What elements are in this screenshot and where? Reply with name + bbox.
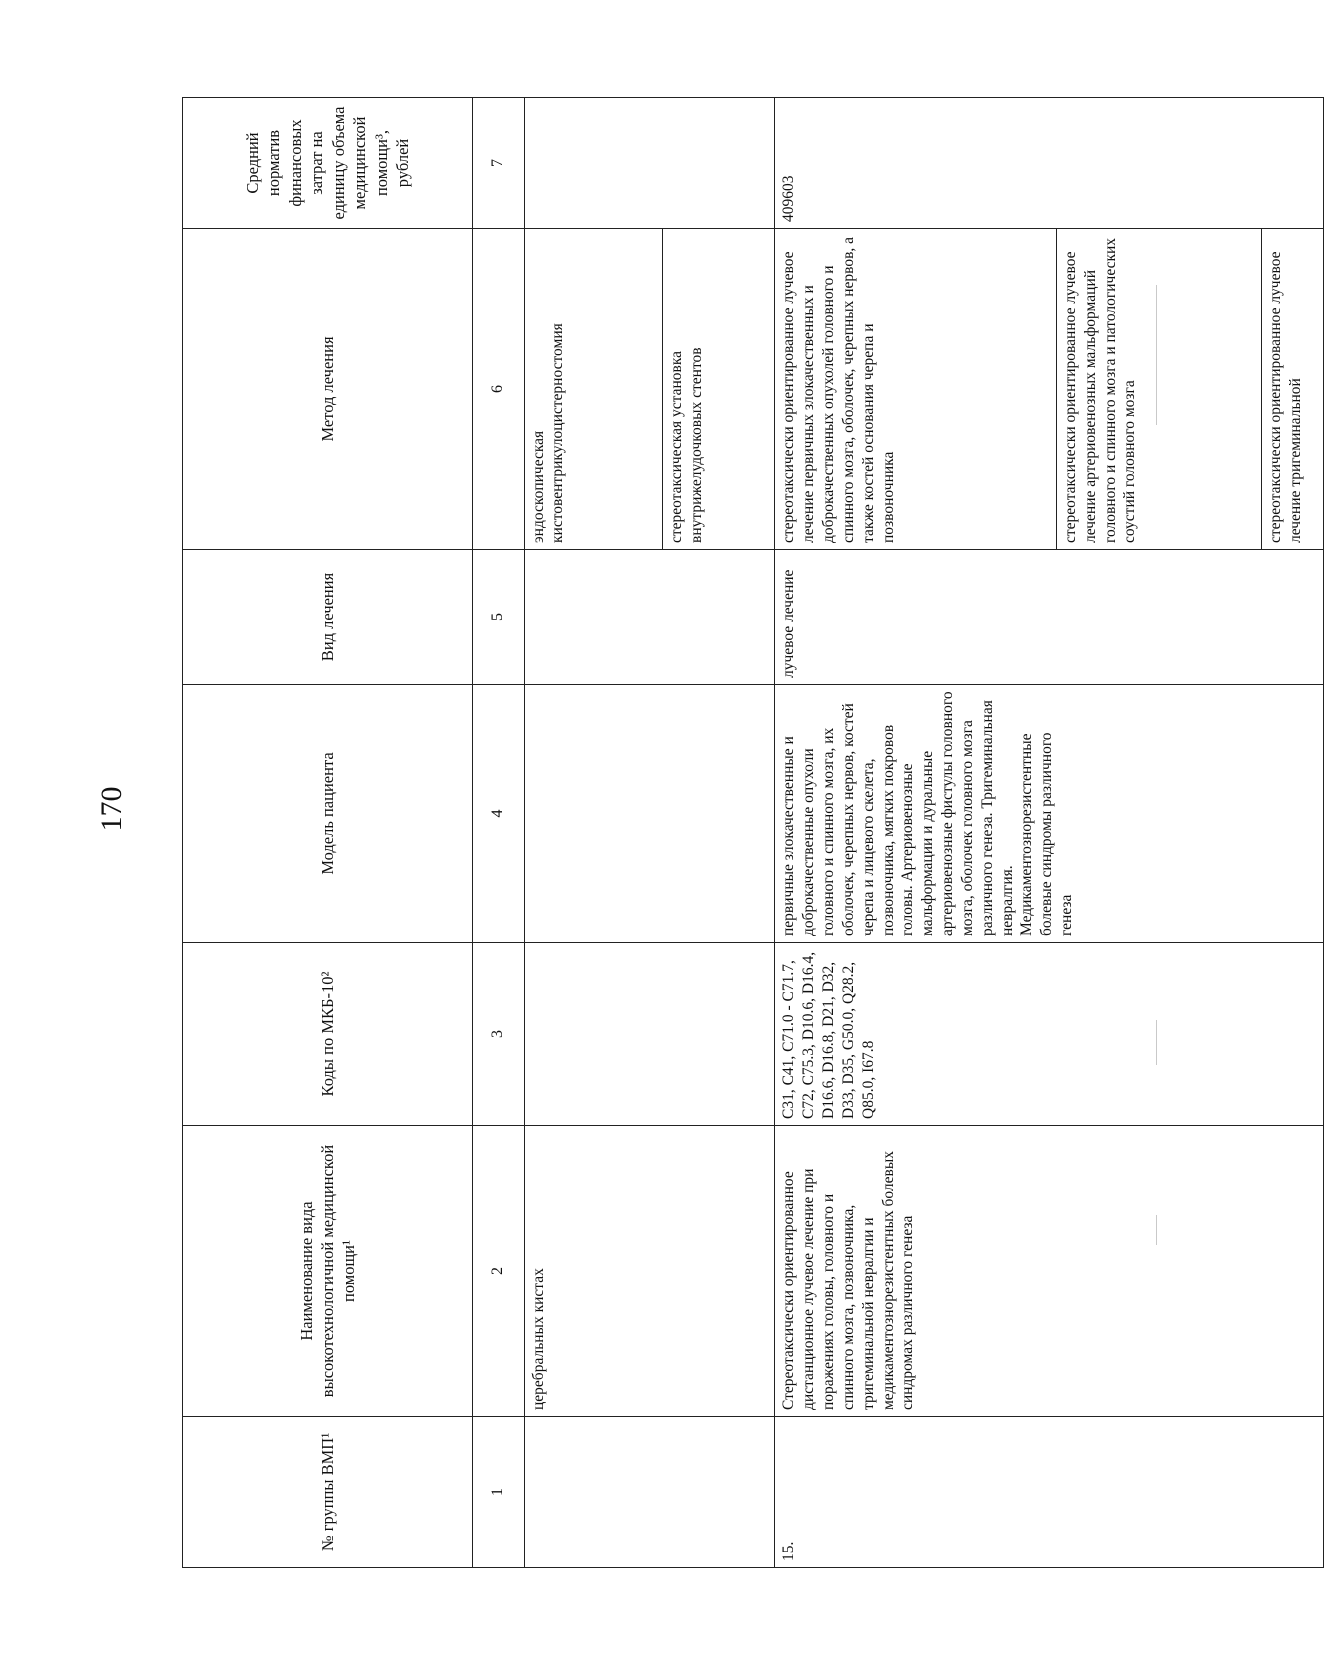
patient-model-cell <box>524 685 775 943</box>
vmp-name-cell: церебральных кистах <box>524 1126 775 1417</box>
group-number-cell: 15. <box>775 1417 1324 1568</box>
vmp-name-cell: Стереотаксически ориентированное дистанционное лучевое лечение при поражениях головы, головного и спинного мозга, позвоночника, тригеминальной невралгии и медикаментознорезистентных болевых синдромах различного генеза <box>775 1126 1324 1417</box>
treatment-method-cell: стереотаксически ориентированное лучевое лечение тригеминальной <box>1261 229 1323 550</box>
column-number: 2 <box>473 1126 524 1417</box>
treatment-kind-cell <box>524 550 775 685</box>
page-number: 170 <box>95 786 128 832</box>
column-number: 5 <box>473 550 524 685</box>
header-vmp-name: Наименование вида высокотехнологичной медицинской помощи¹ <box>183 1126 473 1417</box>
treatment-method-cell: эндоскопическая кистовентрикулоцистерностомия <box>524 229 662 550</box>
treatment-method-cell: стереотаксически ориентированное лучевое лечение артериовенозных мальформаций головного и спинного мозга и патологических соустий головного мозга <box>1056 229 1261 550</box>
table-row <box>775 98 1057 1568</box>
column-number: 4 <box>473 685 524 943</box>
column-number-row <box>473 98 524 1568</box>
table-header-row <box>183 98 473 1568</box>
icd-codes-cell: C31, C41, C71.0 - C71.7, C72, C75.3, D10.6, D16.4, D16.6, D16.8, D21, D32, D33, D35, G50.0, Q28.2, Q85.0, I67.8 <box>775 943 1324 1126</box>
vmp-table <box>182 97 1324 1568</box>
treatment-method-cell: стереотаксическая установка внутрижелудочковых стентов <box>662 229 775 550</box>
cost-norm-cell <box>524 98 775 229</box>
header-treatment-kind: Вид лечения <box>183 550 473 685</box>
column-number: 6 <box>473 229 524 550</box>
column-number: 3 <box>473 943 524 1126</box>
group-number-cell <box>524 1417 775 1568</box>
header-group-number: № группы ВМП¹ <box>183 1417 473 1568</box>
treatment-method-cell: стереотаксически ориентированное лучевое лечение первичных злокачественных и доброкачественных опухолей головного и спинного мозга, оболочек, черепных нервов, а также костей основания черепа и позвоночника <box>775 229 1057 550</box>
cost-norm-cell: 409603 <box>775 98 1324 229</box>
header-treatment-method: Метод лечения <box>183 229 473 550</box>
treatment-kind-cell: лучевое лечение <box>775 550 1324 685</box>
icd-codes-cell <box>524 943 775 1126</box>
patient-model-cell: первичные злокачественные и доброкачественные опухоли головного и спинного мозга, их оболочек, черепных нервов, костей черепа и лицевого скелета, позвоночника, мягких покровов головы. Артериовенозные мальформации и дуральные артериовенозные фистулы головного мозга, оболочек головного мозга различного генеза. Тригеминальная невралгия. Медикаментознорезистентные болевые синдромы различного генеза <box>775 685 1324 943</box>
column-number: 7 <box>473 98 524 229</box>
table-rotated-wrapper <box>182 98 1324 1568</box>
table-row <box>524 98 662 1568</box>
header-icd-codes: Коды по МКБ-10² <box>183 943 473 1126</box>
column-number: 1 <box>473 1417 524 1568</box>
header-patient-model: Модель пациента <box>183 685 473 943</box>
header-cost-norm: Средний норматив финансовых затрат на единицу объема медицинской помощи³, рублей <box>183 98 473 229</box>
